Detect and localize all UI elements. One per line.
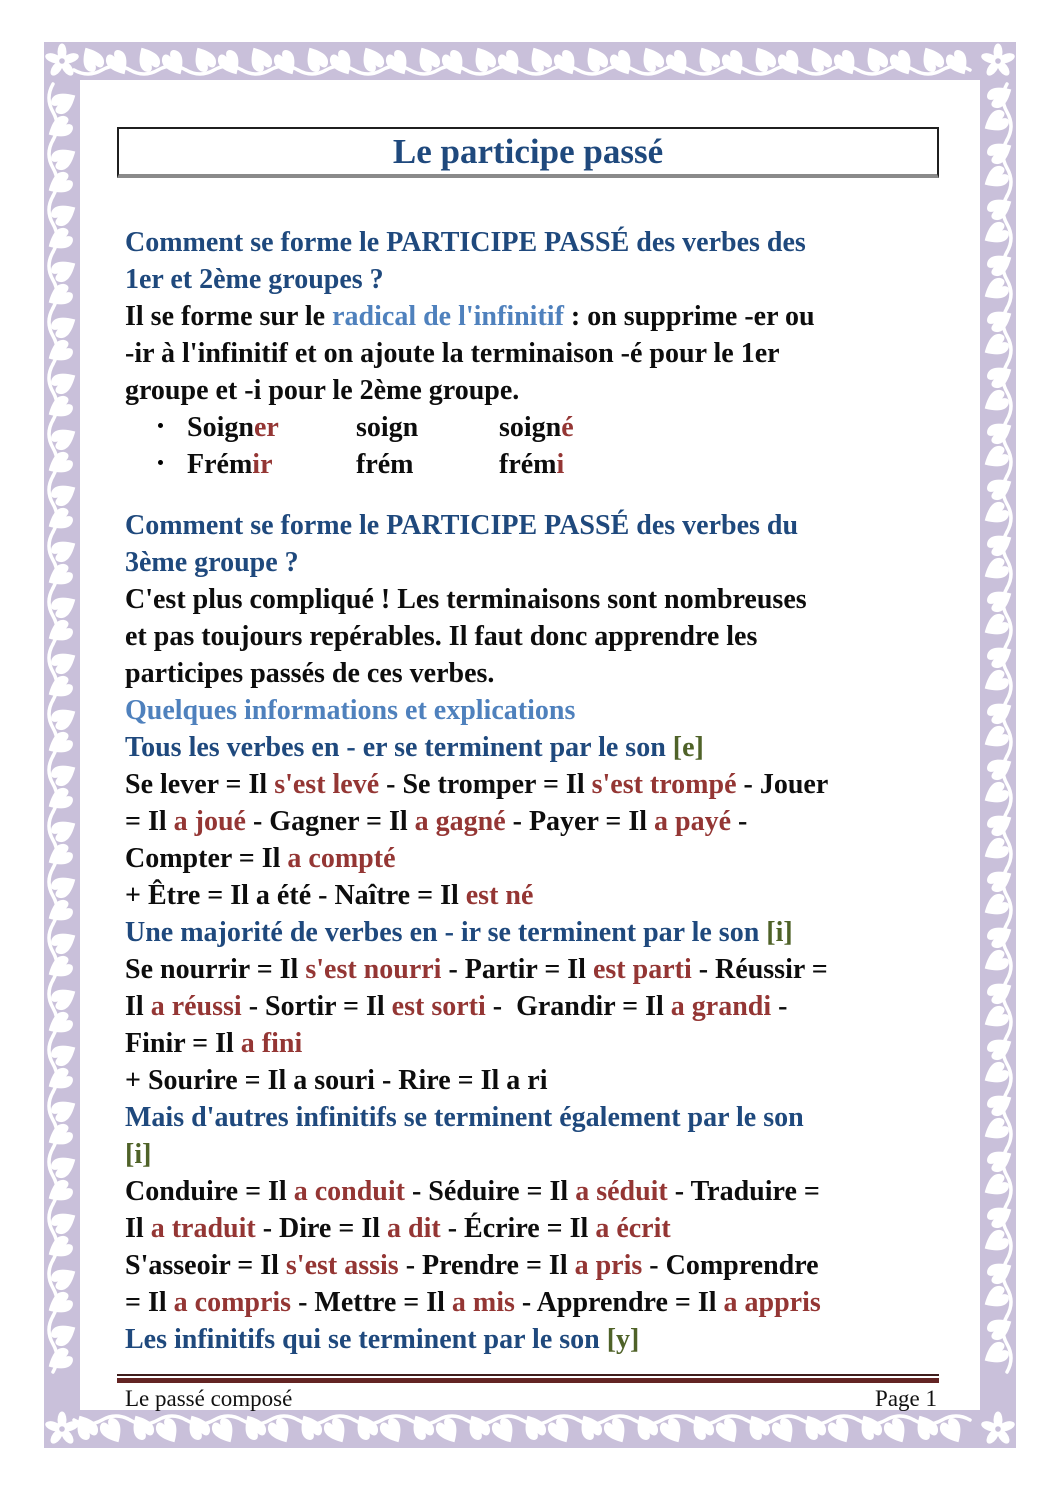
footer-document-title: Le passé composé [125,1386,293,1411]
text-line [125,335,937,372]
text-segment: a grandi [670,991,772,1022]
text-segment: Conduire = Il [125,1176,294,1207]
text-segment: + Être = Il a été - Naître = Il [125,880,466,911]
text-segment: Il se forme sur le [125,301,333,332]
bullet-icon [158,423,163,428]
text-line [125,544,937,581]
text-segment: Il [125,1213,151,1244]
text-segment: - Comprendre [642,1250,819,1281]
text-segment: - Séduire = Il [404,1176,576,1207]
text-segment: soign [499,412,562,443]
text-segment: C'est plus compliqué ! Les terminaisons sont nombreuses [125,584,807,615]
text-segment: i [556,449,565,480]
text-segment: - Partir = Il [441,954,593,985]
text-segment: a joué [173,806,246,837]
text-segment: a mis [451,1287,515,1318]
text-segment: Frém [187,449,253,480]
text-line [125,988,937,1025]
text-segment: a gagné [414,806,506,837]
text-segment: Compter = Il [125,843,288,874]
bullet-column [499,446,564,483]
text-segment: a payé [654,806,732,837]
text-segment: - [731,806,748,837]
text-segment: a écrit [595,1213,671,1244]
text-segment: s'est assis [285,1250,399,1281]
text-line [125,1247,937,1284]
text-segment: - Mettre = Il [291,1287,452,1318]
bullet-column [356,409,499,446]
text-line [125,692,937,729]
text-line [125,1284,937,1321]
text-segment: soign [356,412,419,443]
text-segment: et pas toujours repérables. Il faut donc apprendre les [125,621,758,652]
bullet-column [499,409,574,446]
text-segment: Se nourrir = Il [125,954,306,985]
text-line [125,766,937,803]
text-segment: - Jouer [736,769,829,800]
text-segment: + Sourire = Il a souri - Rire = Il a ri [125,1065,548,1096]
text-segment: a appris [723,1287,821,1318]
text-segment: Se lever = Il [125,769,275,800]
bullet-line [125,409,937,446]
text-segment: a séduit [575,1176,668,1207]
text-segment: [i] [125,1139,152,1170]
footer [125,1386,937,1412]
text-segment: a compté [287,843,396,874]
text-segment: - Se tromper = Il [379,769,592,800]
text-segment: [y] [606,1324,640,1355]
text-segment: est sorti [391,991,486,1022]
text-segment: - Écrire = Il [440,1213,596,1244]
bullet-column [187,446,356,483]
text-segment: participes passés de ces verbes. [125,658,495,689]
text-segment: frém [356,449,414,480]
text-segment: Les infinitifs qui se terminent par le son [125,1324,607,1355]
title-box [117,127,939,178]
text-segment: = Il [125,806,174,837]
text-line [125,1025,937,1062]
text-segment: [e] [672,732,704,763]
text-line [125,951,937,988]
text-segment: a dit [387,1213,441,1244]
text-segment: er [253,412,279,443]
text-line [125,1173,937,1210]
text-line [125,581,937,618]
text-segment: Mais d'autres infinitifs se terminent également par le son [125,1102,804,1133]
document-body [125,224,937,1358]
text-segment: Une majorité de verbes en - ir se terminent par le son [125,917,767,948]
text-segment: a compris [173,1287,292,1318]
text-segment: a réussi [150,991,242,1022]
text-segment: = Il [125,1287,174,1318]
text-segment: s'est nourri [305,954,442,985]
bullet-line [125,446,937,483]
text-segment: Finir = Il [125,1028,241,1059]
text-segment: -ir à l'infinitif et on ajoute la terminaison -é pour le 1er [125,338,780,369]
text-segment: - Sortir = Il [241,991,392,1022]
text-line [125,224,937,261]
text-line [125,1210,937,1247]
text-segment: Tous les verbes en - er se terminent par le son [125,732,673,763]
text-segment: - Dire = Il [255,1213,387,1244]
bullet-column [356,446,499,483]
text-segment: - Prendre = Il [398,1250,575,1281]
text-segment: [i] [766,917,793,948]
text-segment: Comment se forme le PARTICIPE PASSÉ des verbes du [125,510,799,541]
text-segment: a conduit [293,1176,405,1207]
text-segment: radical de l'infinitif [332,301,564,332]
text-segment: est parti [592,954,692,985]
text-line [125,1099,937,1136]
text-segment: a pris [574,1250,643,1281]
text-line [125,655,937,692]
page-title: Le participe passé [392,131,664,171]
text-line [125,1136,937,1173]
text-segment: - Payer = Il [505,806,655,837]
text-line [125,1321,937,1358]
text-segment: : on supprime -er ou [563,301,815,332]
text-line [125,803,937,840]
text-segment: 3ème groupe ? [125,547,299,578]
text-line [125,840,937,877]
text-line [125,914,937,951]
text-line [125,877,937,914]
text-segment: - [771,991,788,1022]
text-segment: Comment se forme le PARTICIPE PASSÉ des verbes des [125,227,806,258]
text-line [125,1062,937,1099]
text-segment: Soign [187,412,254,443]
text-segment: - Gagner = Il [245,806,415,837]
footer-rule [117,1374,939,1383]
text-line [125,261,937,298]
text-segment: - Traduire = [667,1176,820,1207]
footer-page-number: Page 1 [875,1386,937,1411]
text-segment: frém [499,449,557,480]
bullet-column [187,409,356,446]
text-segment: a fini [240,1028,303,1059]
bullet-icon [158,460,163,465]
text-segment: - Apprendre = Il [514,1287,724,1318]
text-line [125,729,937,766]
text-segment: S'asseoir = Il [125,1250,286,1281]
text-segment: groupe et -i pour le 2ème groupe. [125,375,520,406]
text-segment: a traduit [150,1213,256,1244]
text-segment: - Réussir = [691,954,828,985]
text-line [125,618,937,655]
text-segment: s'est trompé [591,769,737,800]
text-segment: é [561,412,574,443]
text-segment: - Grandir = Il [485,991,671,1022]
text-segment: s'est levé [274,769,380,800]
text-segment: est né [465,880,534,911]
text-line [125,372,937,409]
text-segment: 1er et 2ème groupes ? [125,264,384,295]
text-segment: ir [252,449,273,480]
text-segment: Il [125,991,151,1022]
text-segment: Quelques informations et explications [125,695,576,726]
text-line [125,507,937,544]
text-line [125,298,937,335]
